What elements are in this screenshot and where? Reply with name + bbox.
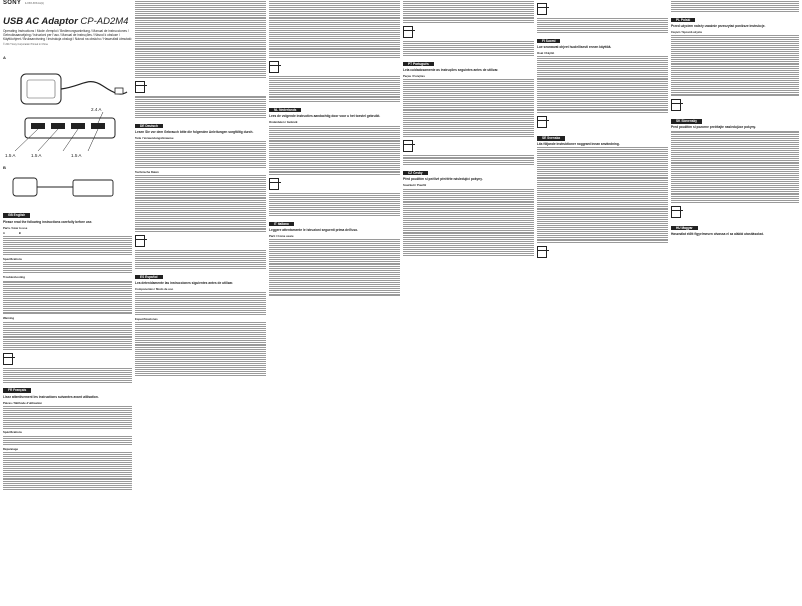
heading-parts-cz: Součásti / Použití (403, 183, 427, 188)
column-4 (403, 0, 534, 606)
section-tag-sk: SK Slovensky (671, 119, 702, 123)
recycle-bin-icon (269, 178, 279, 190)
model-number: CP-AD2M4 (80, 16, 129, 27)
port-label-c: 1.5 A (31, 153, 42, 159)
body-text-de-2 (135, 175, 266, 232)
section-lead-de: Lesen Sie vor dem Gebrauch bitte die folgenden Anleitungen sorgfältig durch. (135, 129, 254, 134)
port-label-d: 1.5 A (71, 153, 82, 159)
recycle-bin-icon (403, 26, 413, 38)
section-lead-es: Lea detenidamente las instrucciones siguientes antes de utilizar. (135, 280, 234, 285)
body-text-en-3 (3, 281, 132, 315)
recycle-bin-icon (135, 81, 145, 93)
body-text-nl-2 (269, 193, 400, 215)
section-lead-se: Läs följande instruktioner noggrant innan användning. (537, 142, 620, 147)
heading-parts-de: Teile / Verwendungshinweise (135, 135, 174, 140)
body-text-nl-1 (269, 126, 400, 175)
recycle-bin-icon (537, 116, 547, 128)
heading-trouble-fr: Dépannage (3, 446, 19, 451)
body-text-en-1 (3, 236, 132, 254)
title-text: USB AC Adaptor (3, 16, 78, 27)
body-text-fr-5 (135, 96, 266, 118)
page-title (3, 16, 132, 27)
body-text-it-2 (403, 1, 534, 23)
body-text-es-2 (135, 322, 266, 375)
recycle-bin-icon (537, 3, 547, 15)
recycle-bin-icon (403, 140, 413, 152)
body-text-en-4 (3, 322, 132, 350)
heading-specs-en: Specifications (3, 256, 22, 261)
body-text-fr-4 (135, 1, 266, 77)
column-3 (269, 0, 400, 606)
body-text-cz-1 (403, 189, 534, 256)
section-lead-hu: Használat előtt figyelmesen olvassa el az alábbi utasításokat. (671, 232, 764, 237)
section-tag-fi: FI Suomi (537, 39, 560, 43)
heading-parts-fr: Pièces / Méthode d'utilisation (3, 400, 43, 405)
body-text-se-1 (537, 147, 668, 243)
section-lead-fi: Lue seuraavat ohjeet huolellisesti ennen käyttöä. (537, 44, 612, 49)
body-text-sk-1 (671, 131, 799, 204)
heading-specs-fr: Spécifications (3, 430, 22, 435)
section-lead-pl: Przed użyciem należy uważnie przeczytać poniższe instrukcje. (671, 23, 766, 28)
section-tag-nl: NL Nederlands (269, 108, 301, 112)
heading-trouble-en: Troubleshooting (3, 274, 25, 279)
section-lead-nl: Lees de volgende instructies aandachtig door voor u het toestel gebruikt. (269, 114, 381, 119)
language-list: Operating Instructions / Mode d'emploi / Bedienungsanleitung / Manual de instrucciones / Gebruiksaanwijzing / Istruzioni per l'uso / Manual de instruções / Návod k obsluze / Käyttöohjeet / Bruksanvisning / Instrukcja obsługi / Návod na obsluhu / Használati útmutató (3, 29, 132, 41)
section-lead-sk: Pred použitím si pozorne prečítajte nasledujúce pokyny. (671, 125, 756, 130)
recycle-bin-icon (671, 99, 681, 111)
recycle-bin-icon (269, 61, 279, 73)
body-text-pt-1 (403, 79, 534, 136)
connection-illustration (3, 174, 132, 204)
section-tag-it: IT Italiano (269, 222, 294, 226)
parts-labels (3, 232, 132, 235)
heading-specs-de: Technische Daten (135, 169, 159, 174)
port-label-a: 1.5 A (5, 153, 16, 159)
section-tag-es: ES Español (135, 275, 163, 279)
recycle-bin-icon (3, 353, 13, 365)
body-text-en-2 (3, 262, 132, 273)
section-tag-fr: FR Français (3, 388, 31, 392)
body-text-it-3 (403, 41, 534, 55)
part-a: A (3, 232, 5, 236)
column-2 (135, 0, 266, 606)
body-text-fr-3 (3, 452, 132, 490)
body-text-pt-2 (403, 155, 534, 166)
section-lead-cz: Před použitím si pečlivě přečtěte následující pokyny. (403, 177, 483, 182)
section-tag-cz: CZ Česky (403, 171, 428, 175)
recycle-bin-icon (135, 235, 145, 247)
body-text-fr-2 (3, 436, 132, 445)
figure-label-b: B (3, 165, 6, 171)
heading-parts-fi: Osat / Käyttö (537, 50, 555, 55)
section-lead-en: Please read the following instructions carefully before use. (3, 219, 93, 224)
section-tag-pt: PT Português (403, 62, 434, 66)
heading-parts-en: Parts / How to use (3, 225, 28, 230)
heading-parts-pt: Peças / Funções (403, 73, 425, 78)
body-text-cz-2 (537, 18, 668, 32)
section-lead-it: Leggere attentamente le istruzioni seguenti prima dell'uso. (269, 227, 358, 232)
body-text-de-3 (135, 250, 266, 268)
port-label-b: 2.4 A (91, 107, 102, 113)
copyright: © 2017 Sony Corporation Printed in China (3, 43, 48, 47)
body-text-it-1 (269, 239, 400, 296)
body-text-pl-1 (671, 35, 799, 96)
product-figure (3, 50, 132, 208)
heading-warning-en: Warning (3, 316, 15, 321)
body-text-en-5 (3, 368, 132, 382)
section-tag-pl: PL Polski (671, 18, 695, 22)
section-tag-se: SE Svenska (537, 136, 565, 140)
part-b: B (18, 232, 21, 236)
body-text-fi-1 (537, 56, 668, 113)
body-text-fr-1 (3, 406, 132, 428)
column-6 (671, 0, 799, 606)
heading-parts-it: Parti / Come usare (269, 233, 294, 238)
recycle-bin-icon (537, 246, 547, 258)
section-lead-fr: Lisez attentivement les instructions suivantes avant utilisation. (3, 394, 99, 399)
body-text-es-3 (269, 1, 400, 58)
column-5 (537, 0, 668, 606)
doc-code: 4-XXX-XXX-11(1) (25, 2, 44, 5)
heading-parts-nl: Onderdelen / Gebruik (269, 120, 298, 125)
body-text-es-4 (269, 76, 400, 102)
body-text-es-1 (135, 292, 266, 314)
figure-label-a: A (3, 55, 6, 61)
brand-logo: SONY (3, 0, 22, 6)
section-lead-pt: Leia cuidadosamente as instruções seguintes antes de utilizar. (403, 67, 499, 72)
recycle-bin-icon (671, 206, 681, 218)
body-text-se-2 (671, 1, 799, 12)
heading-parts-pl: Części / Sposób użycia (671, 29, 702, 34)
heading-specs-es: Especificaciones (135, 316, 158, 321)
heading-parts-es: Componentes / Modo de uso (135, 286, 174, 291)
body-text-de-1 (135, 141, 266, 167)
section-tag-de: DE Deutsch (135, 124, 163, 128)
column-1 (3, 0, 132, 606)
section-tag-en: GB English (3, 213, 30, 217)
section-tag-hu: HU Magyar (671, 226, 698, 230)
